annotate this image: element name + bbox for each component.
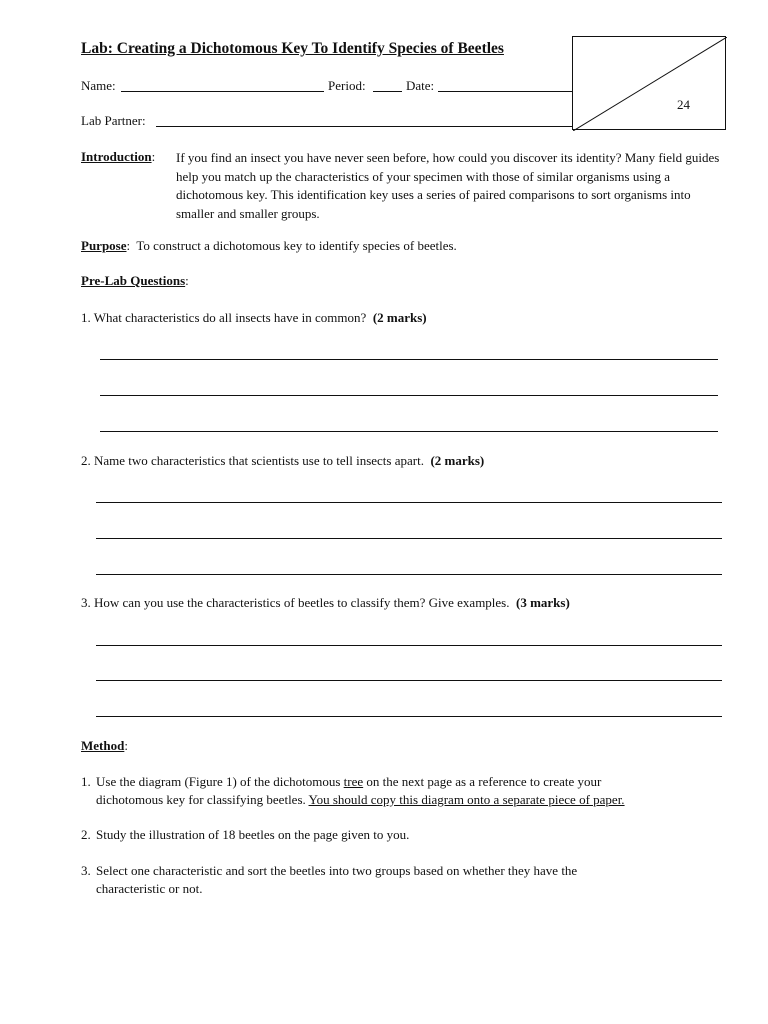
method-step-1-text-b: on the next page as a reference to create your (363, 774, 602, 789)
purpose-colon: : (126, 238, 131, 253)
prelab-heading (81, 273, 189, 289)
lab-partner-field[interactable] (156, 126, 572, 127)
answer-line[interactable] (96, 680, 722, 681)
lab-partner-label: Lab Partner: (81, 113, 146, 128)
prelab-colon: : (185, 273, 189, 288)
worksheet-title: Lab: Creating a Dichotomous Key To Identify Species of Beetles (81, 40, 504, 57)
name-field[interactable] (121, 91, 324, 92)
method-step-2-number: 2. (81, 827, 91, 842)
prelab-label: Pre-Lab Questions (81, 273, 186, 288)
answer-line[interactable] (100, 395, 718, 396)
answer-line[interactable] (100, 359, 718, 360)
method-step-3-line-1: Select one characteristic and sort the beetles into two groups based on whether they have the (96, 863, 578, 878)
question-1 (81, 310, 427, 326)
period-field[interactable] (373, 91, 402, 92)
answer-line[interactable] (96, 716, 722, 717)
question-2 (81, 453, 484, 469)
question-1-text: 1. What characteristics do all insects have in common? (81, 310, 367, 325)
method-step-3-line-2: characteristic or not. (96, 881, 203, 896)
question-3-text: 3. How can you use the characteristics of beetles to classify them? Give examples. (81, 595, 510, 610)
question-1-marks: (2 marks) (372, 310, 427, 325)
introduction-body: Many field guides help you match up the characteristics of your specimen with those of similar organisms using a dichotomous key. This identification key uses a series of paired comparisons to sort organisms into smaller and smaller groups. (176, 150, 720, 221)
question-3 (81, 595, 570, 611)
method-step-1-text-c: dichotomous key for classifying beetles. (96, 792, 309, 807)
method-label: Method (81, 738, 125, 753)
purpose-text: To construct a dichotomous key to identify species of beetles. (136, 238, 457, 253)
purpose-label: Purpose (81, 238, 127, 253)
introduction-heading (81, 149, 155, 165)
purpose-line (81, 238, 457, 254)
date-field[interactable] (438, 91, 572, 92)
method-step-1-tree: tree (343, 774, 364, 789)
method-step-3-number: 3. (81, 863, 91, 878)
method-step-1-line-2 (96, 792, 625, 808)
method-step-1-copy-note: You should copy this diagram onto a separate piece of paper. (308, 792, 625, 807)
method-heading (81, 738, 128, 754)
method-step-2-text: Study the illustration of 18 beetles on the page given to you. (96, 827, 410, 842)
answer-line[interactable] (96, 538, 722, 539)
introduction-colon: : (151, 149, 156, 164)
answer-line[interactable] (96, 645, 722, 646)
score-value: 24 (677, 97, 690, 112)
answer-line[interactable] (96, 502, 722, 503)
method-colon: : (124, 738, 128, 753)
answer-line[interactable] (96, 574, 722, 575)
introduction-text (176, 149, 721, 223)
score-diagonal (573, 37, 727, 131)
question-2-marks: (2 marks) (430, 453, 485, 468)
method-step-1-number: 1. (81, 774, 91, 789)
question-2-text: 2. Name two characteristics that scientists use to tell insects apart. (81, 453, 424, 468)
score-box (572, 36, 726, 130)
introduction-lead: If you find an insect you have never seen before, how could you discover its identity? (176, 150, 622, 165)
method-step-1-text-a: Use the diagram (Figure 1) of the dichotomous (96, 774, 344, 789)
question-3-marks: (3 marks) (516, 595, 570, 610)
period-label: Period: (328, 78, 366, 93)
answer-line[interactable] (100, 431, 718, 432)
date-label: Date: (406, 78, 435, 93)
introduction-label: Introduction (81, 149, 152, 164)
name-label: Name: (81, 78, 116, 93)
method-step-1-line-1 (96, 774, 601, 790)
